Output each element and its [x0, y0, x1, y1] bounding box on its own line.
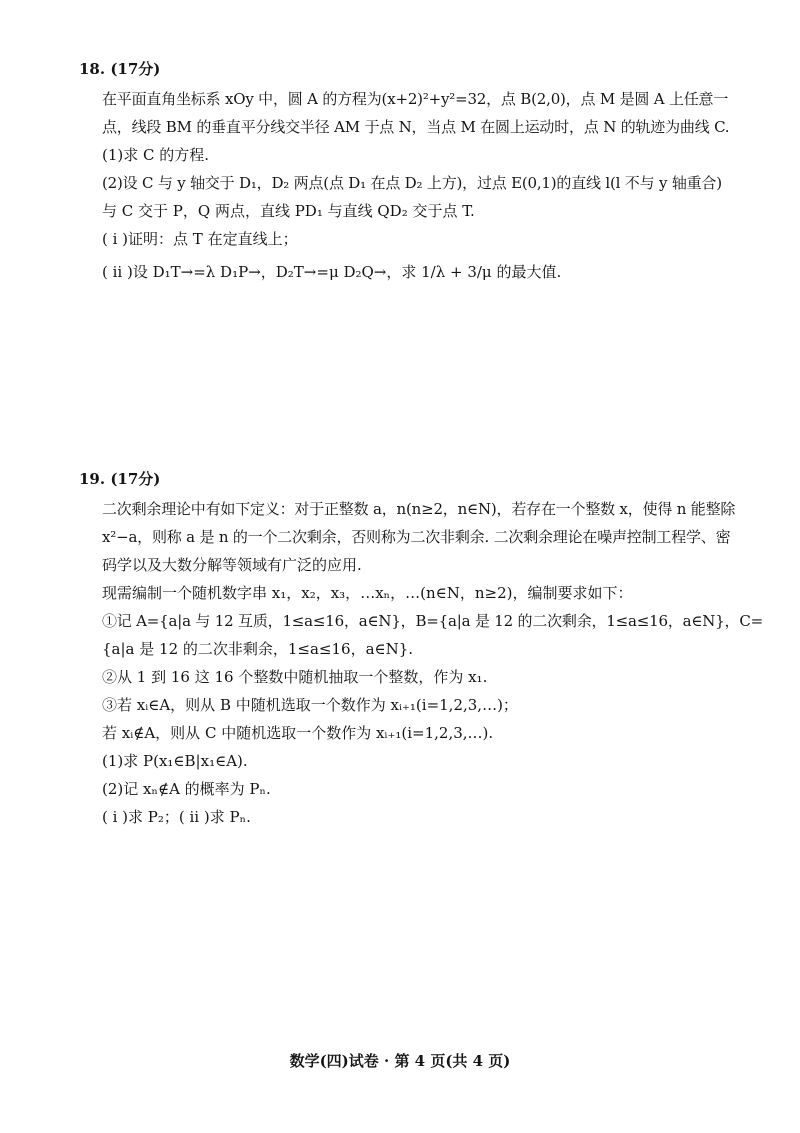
q19-line-1: 二次剩余理论中有如下定义：对于正整数 a，n(n≥2，n∈N)，若存在一个整数 x，使得 n 能整除 [102, 500, 736, 518]
q19-line-5: ①记 A={a|a 与 12 互质，1≤a≤16，a∈N}，B={a|a 是 12 的二次剩余，1≤a≤16，a∈N}，C= [102, 612, 764, 630]
q19-line-6: {a|a 是 12 的二次非剩余，1≤a≤16，a∈N}. [102, 640, 414, 658]
q19-line-8: ③若 xᵢ∈A，则从 B 中随机选取一个数作为 xᵢ₊₁(i=1,2,3,…)； [102, 696, 518, 714]
q19-line-9: 若 xᵢ∉A，则从 C 中随机选取一个数作为 xᵢ₊₁(i=1,2,3,…). [102, 724, 494, 742]
page-footer: 数学(四)试卷 · 第 4 页(共 4 页) [289, 1052, 511, 1070]
q18-part-2-line-2: 与 C 交于 P，Q 两点，直线 PD₁ 与直线 QD₂ 交于点 T. [102, 202, 475, 220]
q19-line-2: x²−a，则称 a 是 n 的一个二次剩余，否则称为二次非剩余. 二次剩余理论在噪声控制工程学、密 [102, 528, 731, 546]
q18-line-2: 点，线段 BM 的垂直平分线交半径 AM 于点 N，当点 M 在圆上运动时，点 N 的轨迹为曲线 C. [102, 118, 730, 136]
q18-part-1: (1)求 C 的方程. [102, 146, 210, 164]
q18-number: 18. (17分) [79, 60, 161, 78]
q19-part-2: (2)记 xₙ∉A 的概率为 Pₙ. [102, 780, 271, 798]
q19-part-2-sub: ( ⅰ )求 P₂；( ⅱ )求 Pₙ. [102, 808, 251, 826]
q19-part-1: (1)求 P(x₁∈B|x₁∈A). [102, 752, 248, 770]
q18-part-2-i: ( ⅰ )证明：点 T 在定直线上； [102, 230, 298, 248]
q19-line-4: 现需编制一个随机数字串 x₁，x₂，x₃，…xₙ，…(n∈N，n≥2)，编制要求如下： [102, 584, 633, 602]
q18-part-2-ii: ( ⅱ )设 D₁T→=λ D₁P→，D₂T→=μ D₂Q→，求 1/λ + 3/μ 的最大值. [102, 263, 562, 281]
q19-number: 19. (17分) [79, 470, 161, 488]
q19-line-3: 码学以及大数分解等领域有广泛的应用. [102, 556, 362, 574]
q19-line-7: ②从 1 到 16 这 16 个整数中随机抽取一个整数，作为 x₁. [102, 668, 488, 686]
q18-line-1: 在平面直角坐标系 xOy 中，圆 A 的方程为(x+2)²+y²=32，点 B(2,0)，点 M 是圆 A 上任意一 [102, 90, 729, 108]
q18-part-2-line-1: (2)设 C 与 y 轴交于 D₁，D₂ 两点(点 D₁ 在点 D₂ 上方)，过点 E(0,1)的直线 l(l 不与 y 轴重合) [102, 174, 722, 192]
